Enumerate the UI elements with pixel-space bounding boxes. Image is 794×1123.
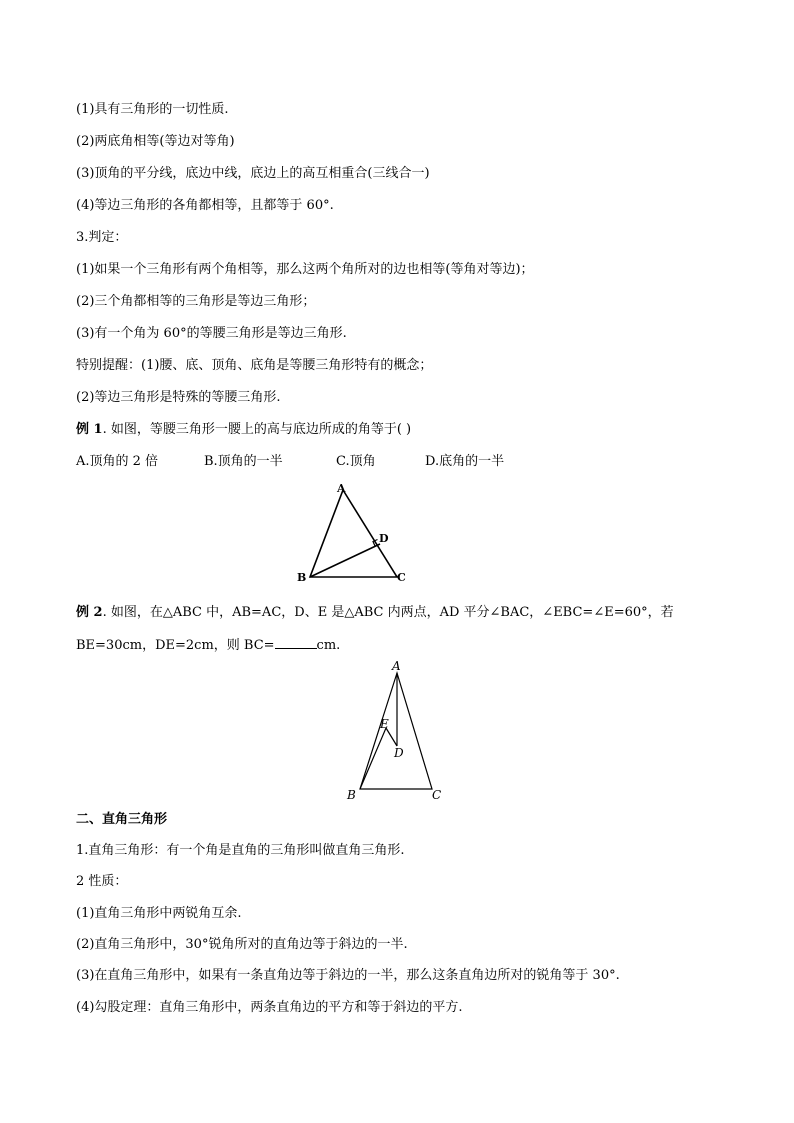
judgement-2: (2)三个角都相等的三角形是等边三角形； (76, 294, 316, 309)
section2-title: 二、直角三角形 (76, 812, 168, 827)
example1-option-a: A.顶角的 2 倍 (76, 454, 159, 469)
judgement-title: 3.判定： (76, 230, 128, 245)
right-triangle-prop-2: (2)直角三角形中，30°锐角所对的直角边等于斜边的一半. (76, 937, 408, 952)
vertex-c-label: C (397, 571, 406, 584)
right-triangle-prop-1: (1)直角三角形中两锐角互余. (76, 906, 242, 921)
example2-figure (340, 656, 450, 806)
example2-label: 例 2 (76, 605, 103, 620)
vertex-c-label: C (432, 788, 442, 802)
judgement-3: (3)有一个角为 60°的等腰三角形是等边三角形. (76, 326, 347, 341)
example2-text2: BE=30cm，DE=2cm，则 BC= (76, 638, 275, 653)
judgement-1: (1)如果一个三角形有两个角相等，那么这两个角所对的边也相等(等角对等边)； (76, 262, 534, 277)
right-triangle-props-title: 2 性质： (76, 874, 128, 889)
segment-be (360, 728, 386, 789)
answer-blank (275, 636, 317, 649)
example1-text: . 如图，等腰三角形一腰上的高与底边所成的角等于( ) (102, 422, 412, 437)
vertex-d-label: D (379, 532, 389, 545)
right-triangle-prop-4: (4)勾股定理：直角三角形中，两条直角边的平方和等于斜边的平方. (76, 1000, 463, 1015)
example1-label: 例 1 (76, 422, 103, 437)
vertex-b-label: B (347, 788, 356, 802)
right-triangle-prop-3: (3)在直角三角形中，如果有一条直角边等于斜边的一半，那么这条直角边所对的锐角等于 30°. (76, 968, 620, 983)
vertex-a-label: A (337, 482, 346, 495)
vertex-a-label: A (392, 659, 401, 673)
example1-figure (290, 478, 420, 588)
property-4: (4)等边三角形的各角都相等，且都等于 60°. (76, 198, 334, 213)
example2-question-line2 (76, 636, 340, 654)
vertex-b-label: B (297, 571, 307, 584)
triangle-abc (360, 673, 432, 789)
example1-option-d: D.底角的一半 (425, 454, 505, 469)
example1-option-c: C.顶角 (336, 454, 376, 469)
example2-question-line1 (76, 605, 674, 621)
reminder-2: (2)等边三角形是特殊的等腰三角形. (76, 390, 281, 405)
property-2: (2)两底角相等(等边对等角) (76, 134, 235, 149)
property-1: (1)具有三角形的一切性质. (76, 102, 229, 117)
example2-unit: cm. (316, 638, 341, 653)
example1-option-b: B.顶角的一半 (204, 454, 283, 469)
right-triangle-definition: 1.直角三角形：有一个角是直角的三角形叫做直角三角形. (76, 843, 405, 858)
example2-text1: . 如图，在△ABC 中，AB=AC，D、E 是△ABC 内两点，AD 平分∠BAC，∠EBC=∠E=60°，若 (102, 605, 674, 620)
property-3: (3)顶角的平分线，底边中线，底边上的高互相重合(三线合一) (76, 166, 430, 181)
reminder-1: 特别提醒：(1)腰、底、顶角、底角是等腰三角形特有的概念； (76, 358, 433, 373)
point-d-label: D (394, 746, 404, 760)
example1-question (76, 422, 411, 438)
point-e-label: E (380, 717, 389, 731)
